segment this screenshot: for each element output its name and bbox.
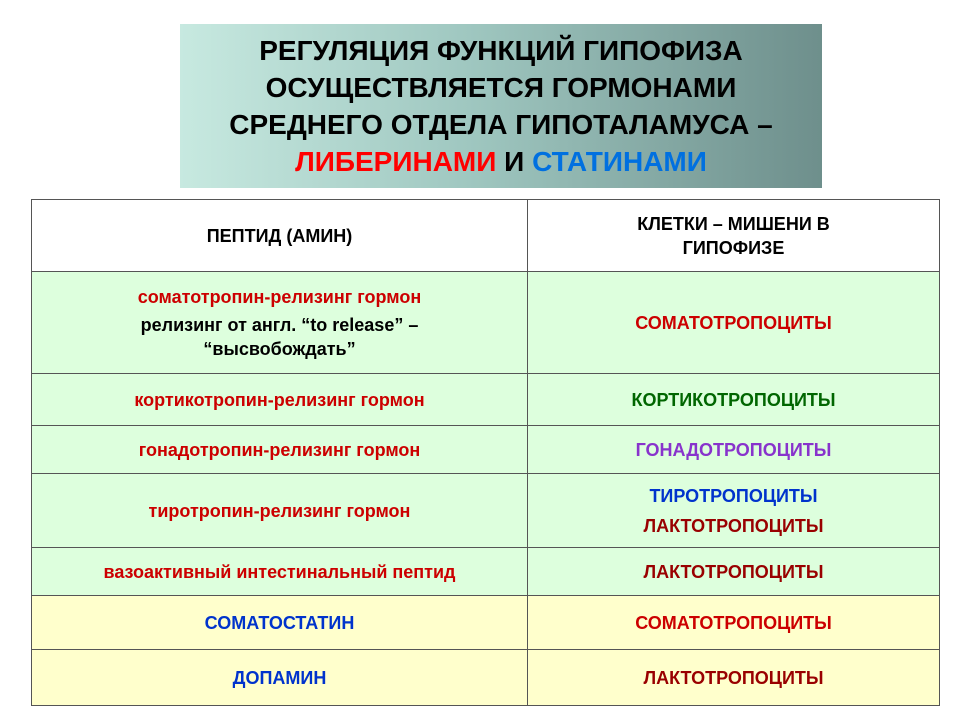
peptide-cell: СОМАТОСТАТИН	[32, 596, 528, 650]
title-line-1: РЕГУЛЯЦИЯ ФУНКЦИЙ ГИПОФИЗА	[259, 35, 743, 66]
hormone-table	[31, 199, 940, 706]
peptide-cell	[32, 272, 528, 374]
table-row	[32, 650, 940, 706]
table-row	[32, 374, 940, 426]
title-liberins: ЛИБЕРИНАМИ	[295, 146, 497, 177]
table-row	[32, 426, 940, 474]
peptide-cell: гонадотропин-релизинг гормон	[32, 426, 528, 474]
peptide-note-line-1: релизинг от англ. “to release” –	[140, 314, 419, 335]
target-cell: КОРТИКОТРОПОЦИТЫ	[528, 374, 940, 426]
header-target-line-1: КЛЕТКИ – МИШЕНИ В	[637, 213, 830, 234]
target-cell: ГОНАДОТРОПОЦИТЫ	[528, 426, 940, 474]
target-line-2: ЛАКТОТРОПОЦИТЫ	[643, 515, 824, 536]
header-target-line-2: ГИПОФИЗЕ	[682, 237, 785, 258]
peptide-name: соматотропин-релизинг гормон	[137, 286, 422, 307]
title-and: И	[496, 146, 533, 177]
target-cell: СОМАТОТРОПОЦИТЫ	[528, 596, 940, 650]
title-line-2: ОСУЩЕСТВЛЯЕТСЯ ГОРМОНАМИ	[265, 72, 737, 103]
title-line-4	[295, 143, 707, 180]
peptide-cell: тиротропин-релизинг гормон	[32, 474, 528, 548]
table-row	[32, 474, 940, 548]
table-row	[32, 596, 940, 650]
target-cell: ЛАКТОТРОПОЦИТЫ	[528, 650, 940, 706]
table-row	[32, 272, 940, 374]
peptide-cell: ДОПАМИН	[32, 650, 528, 706]
table-header-row	[32, 200, 940, 272]
title-box	[180, 24, 822, 188]
header-peptide: ПЕПТИД (АМИН)	[32, 200, 528, 272]
header-target-cells	[528, 200, 940, 272]
title-statins: СТАТИНАМИ	[532, 146, 707, 177]
target-cell	[528, 474, 940, 548]
table-row	[32, 548, 940, 596]
target-cell: ЛАКТОТРОПОЦИТЫ	[528, 548, 940, 596]
target-line-1: ТИРОТРОПОЦИТЫ	[649, 485, 818, 506]
peptide-cell: кортикотропин-релизинг гормон	[32, 374, 528, 426]
target-cell: СОМАТОТРОПОЦИТЫ	[528, 272, 940, 374]
peptide-note-line-2: “высвобождать”	[203, 338, 356, 359]
title-line-3: СРЕДНЕГО ОТДЕЛА ГИПОТАЛАМУСА –	[229, 109, 773, 140]
peptide-cell: вазоактивный интестинальный пептид	[32, 548, 528, 596]
